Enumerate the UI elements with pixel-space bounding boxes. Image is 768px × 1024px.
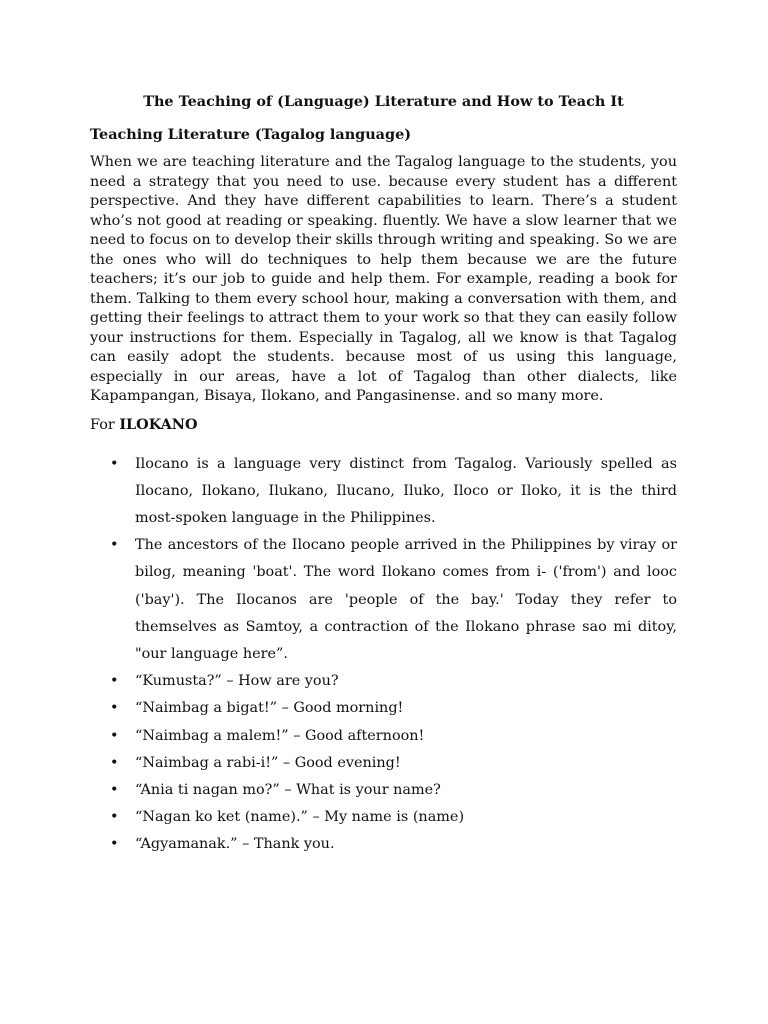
language-heading-name: ILOKANO: [119, 415, 198, 433]
ilokano-bullet-list: [90, 451, 677, 859]
bullet-icon: •: [110, 781, 119, 798]
list-item: [90, 750, 677, 777]
list-item-text: “Agyamanak.” – Thank you.: [135, 836, 335, 853]
list-item: [90, 723, 677, 750]
list-item-text: “Ania ti nagan mo?” – What is your name?: [135, 781, 441, 798]
bullet-icon: •: [110, 727, 119, 744]
list-item-text: “Naimbag a rabi-i!” – Good evening!: [135, 754, 401, 771]
list-item-text: “Naimbag a bigat!” – Good morning!: [135, 700, 404, 717]
list-item-text: The ancestors of the Ilocano people arrived in the Philippines by viray or bilog, meaning 'boat'. The word Ilokano comes from i- ('from') and looc ('bay'). The Ilocanos are 'people of the bay.' Today they refer to themselves as Samtoy, a contraction of the Ilokano phrase sao mi ditoy, "our language here”.: [135, 537, 677, 662]
document-title: The Teaching of (Language) Literature and How to Teach It: [143, 93, 624, 110]
bullet-icon: •: [110, 809, 119, 826]
language-heading-prefix: For: [90, 416, 120, 433]
list-item-text: “Kumusta?” – How are you?: [135, 673, 339, 690]
list-item: [90, 695, 677, 722]
bullet-icon: •: [110, 673, 119, 690]
section-heading: Teaching Literature (Tagalog language): [90, 126, 412, 143]
bullet-icon: •: [110, 455, 119, 472]
list-item: [90, 804, 677, 831]
list-item: [90, 668, 677, 695]
list-item-text: “Naimbag a malem!” – Good afternoon!: [135, 727, 425, 744]
list-item: [90, 777, 677, 804]
bullet-icon: •: [110, 537, 119, 554]
bullet-icon: •: [110, 754, 119, 771]
list-item-text: Ilocano is a language very distinct from Tagalog. Variously spelled as Ilocano, Ilokano, Ilukano, Ilucano, Iluko, Iloco or Iloko, it is the third most-spoken language in the Philippines.: [135, 455, 677, 526]
list-item: [90, 532, 677, 668]
bullet-icon: •: [110, 836, 119, 853]
list-item: [90, 451, 677, 533]
body-paragraph: When we are teaching literature and the Tagalog language to the students, you need a strategy that you need to use. because every student has a different perspective. And they have different capabilities to learn. There’s a student who’s not good at reading or speaking. fluently. We have a slow learner that we need to focus on to develop their skills through writing and speaking. So we are the ones who will do techniques to help them because we are the future teachers; it’s our job to guide and help them. For example, reading a book for them. Talking to them every school hour, making a conversation with them, and getting their feelings to attract them to your work so that they can easily follow your instructions for them. Especially in Tagalog, all we know is that Tagalog can easily adopt the students. because most of us using this language, especially in our areas, have a lot of Tagalog than other dialects, like Kapampangan, Bisaya, Ilokano, and Pangasinense. and so many more.: [90, 154, 677, 404]
language-heading: [90, 415, 677, 435]
list-item-text: “Nagan ko ket (name).” – My name is (name): [135, 809, 465, 826]
bullet-icon: •: [110, 700, 119, 717]
list-item: [90, 831, 677, 858]
